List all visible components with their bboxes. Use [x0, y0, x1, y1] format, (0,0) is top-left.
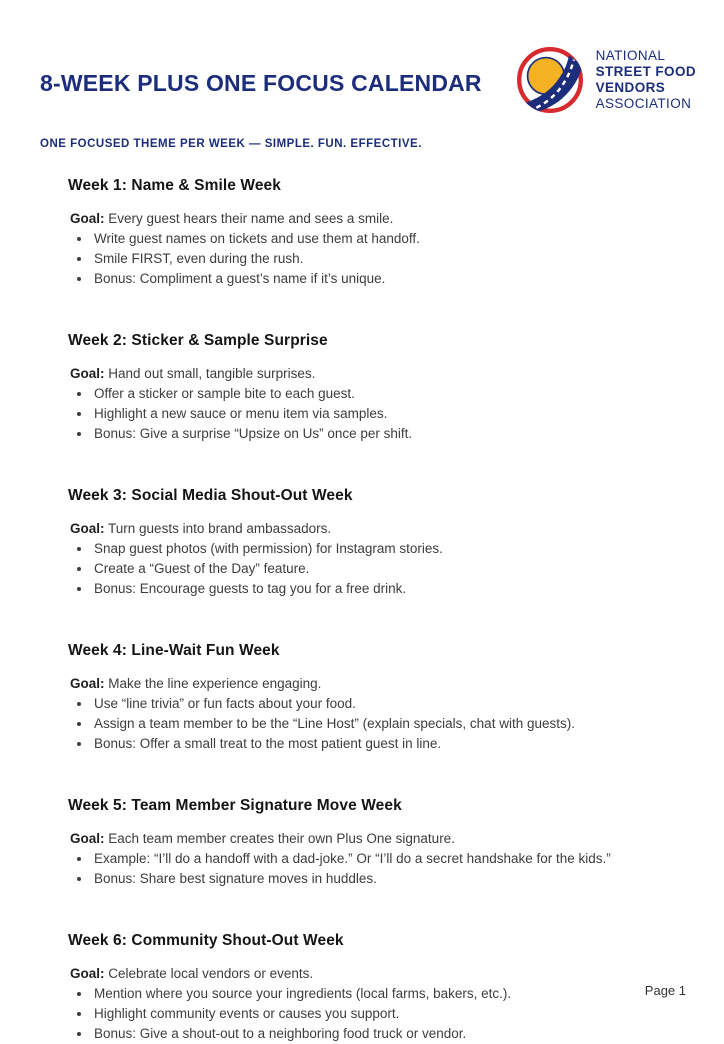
week-heading: Week 3: Social Media Shout-Out Week	[68, 487, 353, 504]
page-number: Page 1	[644, 983, 686, 998]
bullet-item: • Bonus: Offer a small treat to the most patient guest in line.	[92, 734, 684, 754]
goal-label: Goal:	[70, 366, 105, 381]
logo-line: NATIONAL	[595, 48, 666, 63]
association-logo	[516, 46, 696, 114]
bullet-item: • Mention where you source your ingredients (local farms, bakers, etc.).	[92, 984, 684, 1004]
goal-label: Goal:	[70, 211, 105, 226]
bullet-item: • Write guest names on tickets and use them at handoff.	[92, 229, 684, 249]
bullet-list	[68, 384, 684, 444]
tagline: ONE FOCUSED THEME PER WEEK — SIMPLE. FUN. EFFECTIVE.	[40, 138, 422, 150]
goal-line	[70, 829, 684, 849]
goal-line	[70, 964, 684, 984]
sun-road-logo-icon	[516, 46, 584, 114]
bullet-list	[68, 984, 684, 1044]
document-header	[0, 0, 724, 114]
week-heading: Week 1: Name & Smile Week	[68, 177, 281, 194]
week-section	[68, 332, 684, 444]
goal-line	[70, 519, 684, 539]
bullet-item: • Use “line trivia” or fun facts about your food.	[92, 694, 684, 714]
goal-line	[70, 209, 684, 229]
week-heading: Week 5: Team Member Signature Move Week	[68, 797, 402, 814]
bullet-item: • Bonus: Give a surprise “Upsize on Us” once per shift.	[92, 424, 684, 444]
goal-label: Goal:	[70, 676, 105, 691]
bullet-list	[68, 849, 684, 889]
goal-text: Make the line experience engaging.	[108, 676, 322, 691]
bullet-item: • Highlight a new sauce or menu item via samples.	[92, 404, 684, 424]
week-heading: Week 6: Community Shout-Out Week	[68, 932, 344, 949]
week-section	[68, 797, 684, 889]
bullet-item: • Smile FIRST, even during the rush.	[92, 249, 684, 269]
page-title: 8-WEEK PLUS ONE FOCUS CALENDAR	[40, 70, 482, 96]
bullet-list	[68, 539, 684, 599]
bullet-item: • Bonus: Compliment a guest’s name if it’s unique.	[92, 269, 684, 289]
week-section	[68, 642, 684, 754]
logo-line: STREET FOOD	[595, 64, 696, 79]
bullet-item: • Bonus: Give a shout-out to a neighboring food truck or vendor.	[92, 1024, 684, 1044]
bullet-item: • Assign a team member to be the “Line Host” (explain specials, chat with guests).	[92, 714, 684, 734]
goal-text: Each team member creates their own Plus One signature.	[108, 831, 455, 846]
goal-text: Celebrate local vendors or events.	[108, 966, 314, 981]
week-section	[68, 177, 684, 289]
bullet-list	[68, 694, 684, 754]
week-section	[68, 932, 684, 1044]
goal-text: Hand out small, tangible surprises.	[108, 366, 316, 381]
week-section	[68, 487, 684, 599]
bullet-item: • Bonus: Share best signature moves in huddles.	[92, 869, 684, 889]
goal-label: Goal:	[70, 966, 105, 981]
logo-line: ASSOCIATION	[595, 96, 692, 111]
week-heading: Week 4: Line-Wait Fun Week	[68, 642, 280, 659]
bullet-item: • Highlight community events or causes you support.	[92, 1004, 684, 1024]
weeks-list	[68, 177, 684, 1044]
bullet-list	[68, 229, 684, 289]
week-heading: Week 2: Sticker & Sample Surprise	[68, 332, 328, 349]
goal-line	[70, 364, 684, 384]
bullet-item: • Offer a sticker or sample bite to each guest.	[92, 384, 684, 404]
bullet-item: • Example: “I’ll do a handoff with a dad-joke.” Or “I’ll do a secret handshake for the kids.”	[92, 849, 684, 869]
goal-label: Goal:	[70, 521, 105, 536]
bullet-item: • Snap guest photos (with permission) for Instagram stories.	[92, 539, 684, 559]
goal-text: Every guest hears their name and sees a smile.	[108, 211, 394, 226]
goal-label: Goal:	[70, 831, 105, 846]
logo-wordmark	[596, 48, 696, 112]
goal-line	[70, 674, 684, 694]
bullet-item: • Bonus: Encourage guests to tag you for a free drink.	[92, 579, 684, 599]
logo-line: VENDORS	[595, 80, 666, 95]
goal-text: Turn guests into brand ambassadors.	[108, 521, 332, 536]
bullet-item: • Create a “Guest of the Day” feature.	[92, 559, 684, 579]
